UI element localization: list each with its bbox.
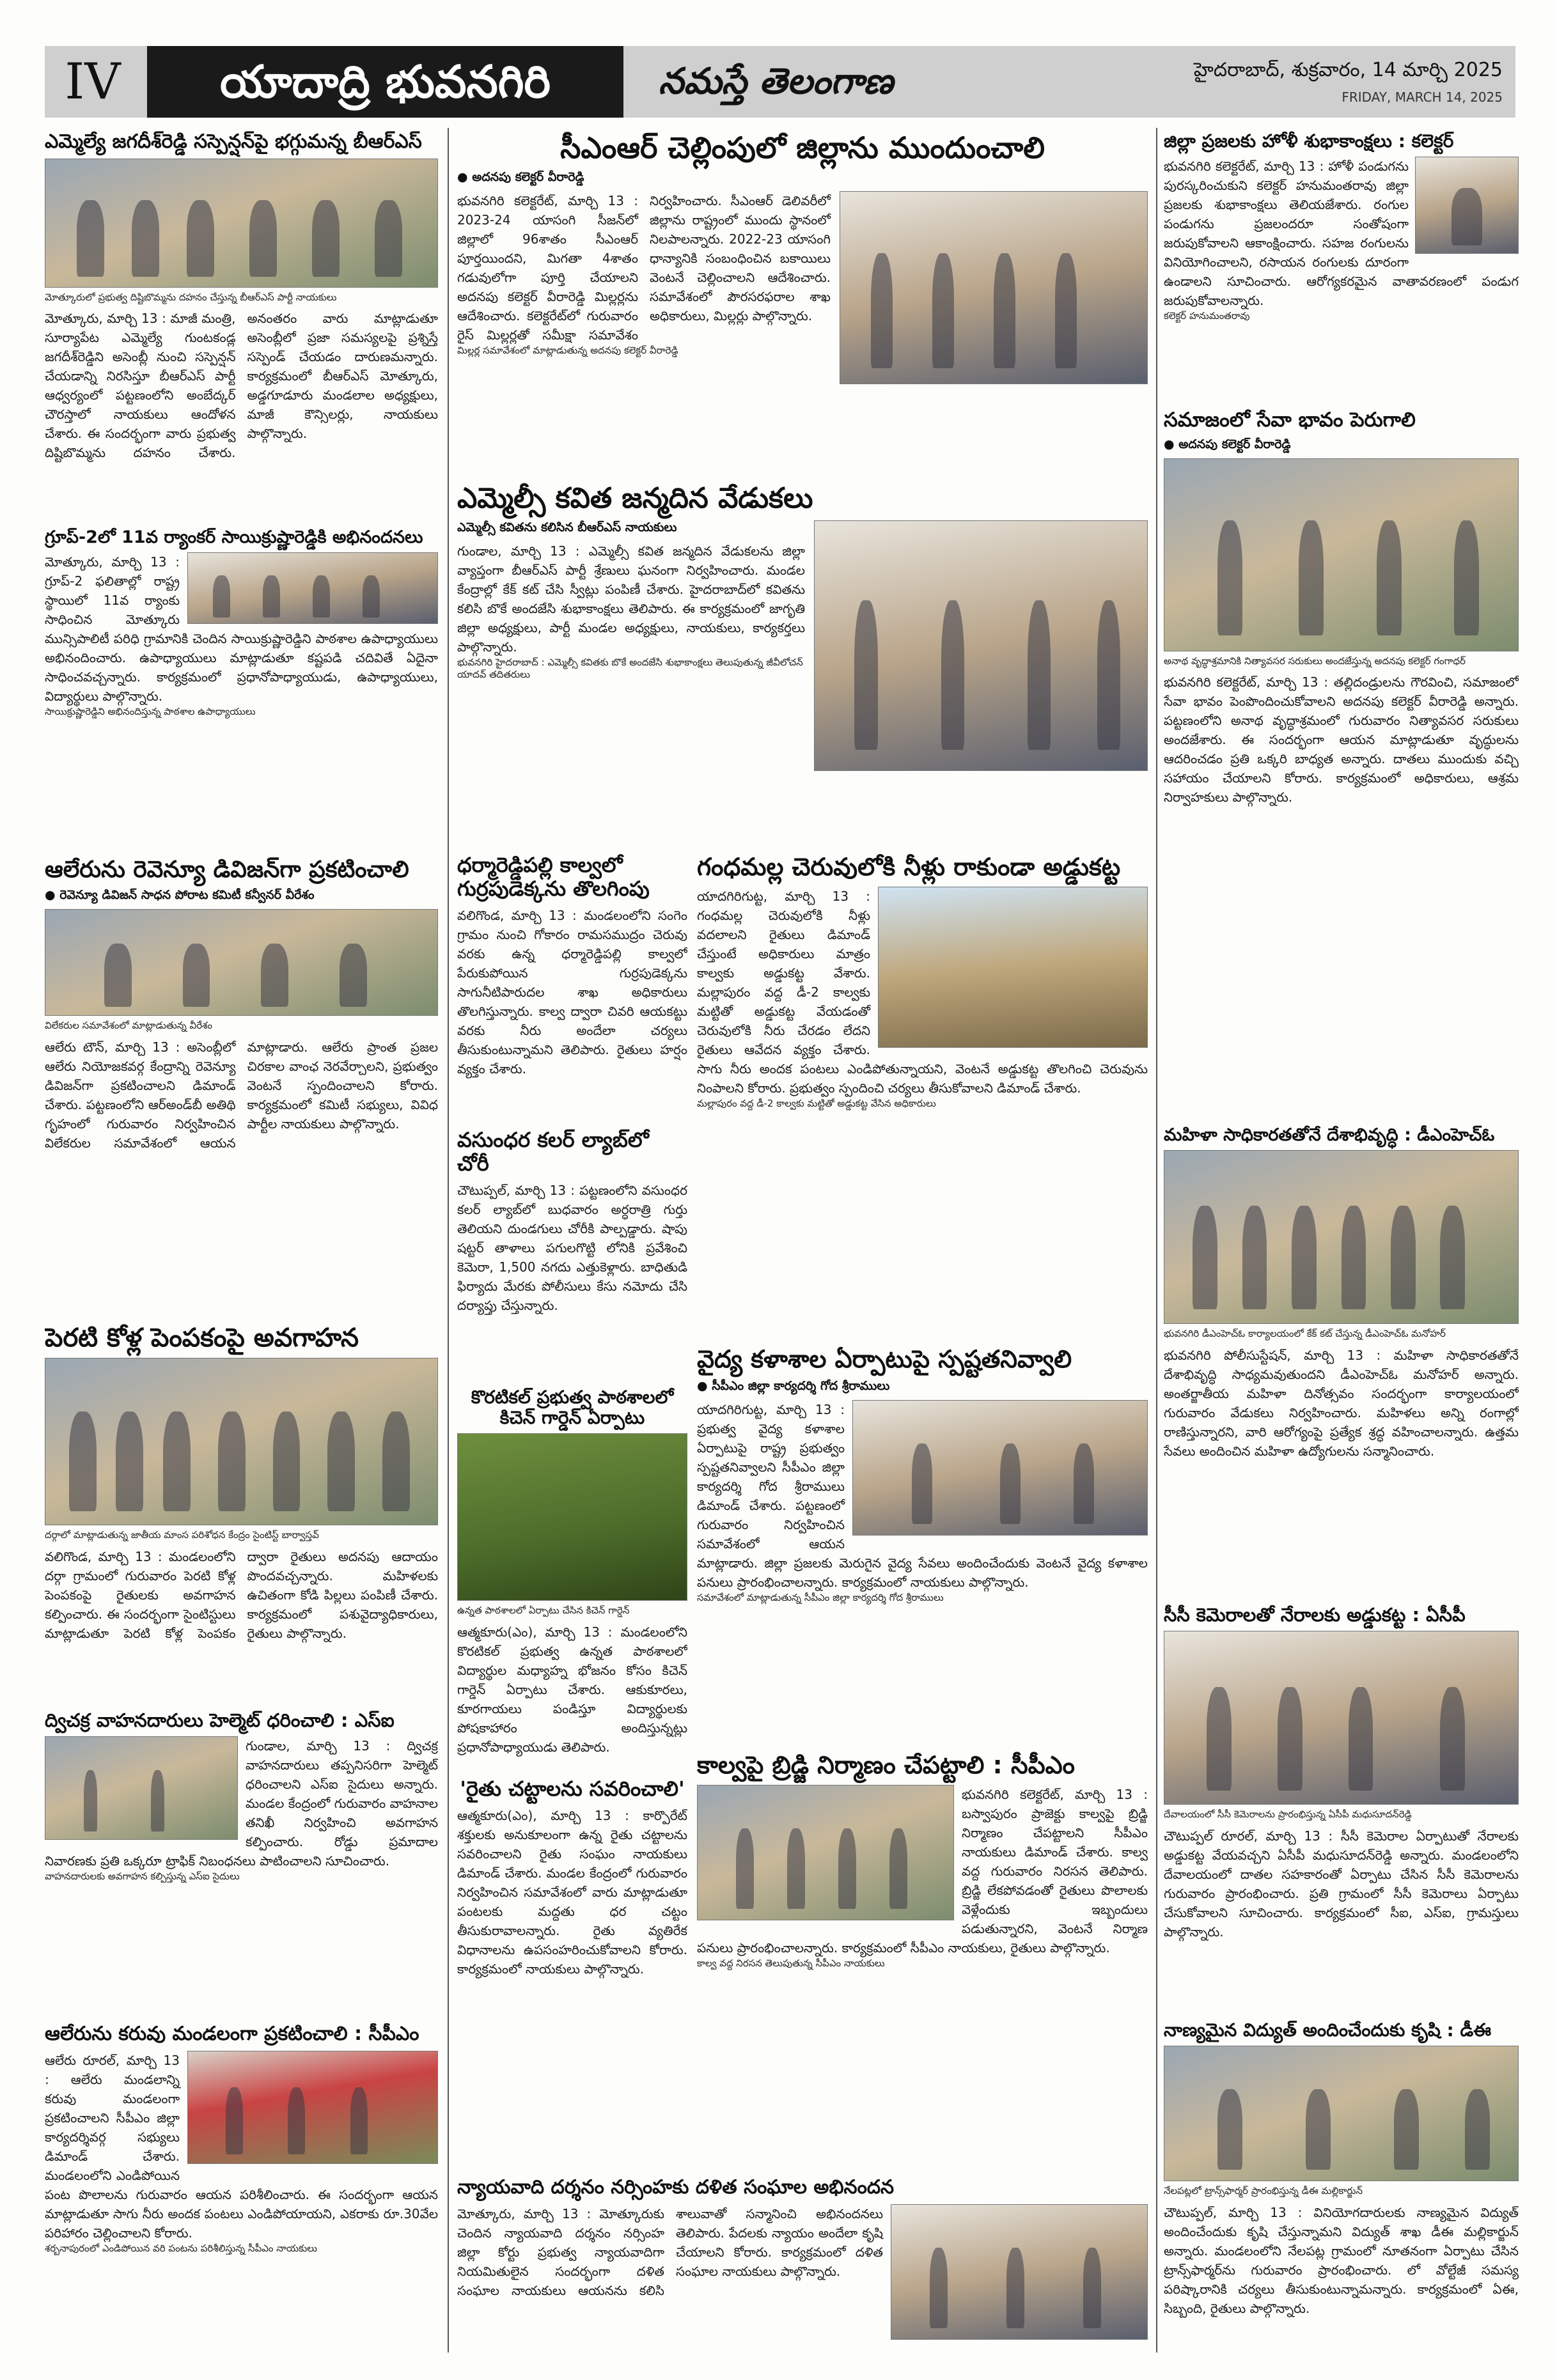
article-body: భువనగిరి కలెక్టరేట్‌, మార్చి 13 : 2023-24 యాసంగి సీజన్‌లో జిల్లాలో 96శాతం సీఎంఆర్‌ పూర్తయిందని, మిగతా 4శాతం గడువులోగా పూర్తి చేయాలని అదనపు కలెక్టర్‌ వీరారెడ్డి మిల్లర్లను ఆదేశించారు. కలెక్టరేట్‌లో గురువారం రైస్‌ మిల్లర్లతో సమీక్షా సమావేశం నిర్వహించారు. సీఎంఆర్‌ డెలివరీలో జిల్లాను రాష్ట్రంలో ముందు స్థానంలో నిలపాలన్నారు. 2022-23 యాసంగి ధాన్యానికి సంబంధించిన బకాయిలు వెంటనే చెల్లించాలని ఆదేశించారు. సమావేశంలో పౌరసరఫరాల శాఖ అధికారులు, మిల్లర్లు పాల్గొన్నారు.	[457, 192, 831, 343]
byline: ● అదనపు కలెక్టర్‌ వీరారెడ్డి	[457, 169, 584, 184]
article-body: భువనగిరి కలెక్టరేట్‌, మార్చి 13 : తల్లిదండ్రులను గౌరవించి, సమాజంలో సేవా భావం పెంపొందించుకోవాలని అదనపు కలెక్టర్‌ వీరారెడ్డి అన్నారు. పట్టణంలోని అనాథ వృద్ధాశ్రమంలో గురువారం నిత్యావసర సరుకులు అందజేశారు. ఈ సందర్భంగా ఆయన మాట్లాడుతూ వృద్ధులను ఆదరించడం ప్రతి ఒక్కరి బాధ్యత అన్నారు. దాతలు ముందుకు వచ్చి సహాయం చేయాలని కోరారు. కార్యక్రమంలో అధికారులు, ఆశ్రమ నిర్వాహకులు పాల్గొన్నారు.	[1164, 674, 1519, 805]
article-body: ఆలేరు టౌన్‌, మార్చి 13 : అసెంబ్లీలో ఆలేరు నియోజకవర్గ కేంద్రాన్ని రెవెన్యూ డివిజన్‌గా ప్రకటించాలని డిమాండ్‌ చేశారు. పట్టణంలోని ఆర్‌అండ్‌బీ అతిథి గృహంలో గురువారం నిర్వహించిన విలేకరుల సమావేశంలో ఆయన మాట్లాడారు. ఆలేరు ప్రాంత ప్రజల చిరకాల వాంఛ నెరవేర్చాలని, ప్రభుత్వం వెంటనే స్పందించాలని కోరారు. కార్యక్రమంలో కమిటీ సభ్యులు, వివిధ పార్టీల నాయకులు పాల్గొన్నారు.	[45, 1039, 438, 1151]
news-photo	[1164, 2046, 1519, 2181]
article-advocate-felicitation	[457, 2177, 1148, 2349]
photo-caption: కలెక్టర్‌ హనుమంతరావు	[1164, 310, 1250, 322]
article-drought-aleru	[45, 2023, 438, 2349]
headline: పెరటి కోళ్ల పెంపకంపై అవగాహన	[45, 1323, 359, 1353]
article-service-spirit	[1164, 409, 1519, 1119]
headline: ఆలేరును రెవెన్యూ డివిజన్‌గా ప్రకటించాలి	[45, 857, 409, 883]
article-cc-cameras	[1164, 1605, 1519, 2014]
headline: ధర్మారెడ్డిపల్లి కాల్వలో గుర్రపుడెక్కను తొలగింపు	[457, 853, 650, 901]
photo-caption: మోత్కూరులో ప్రభుత్వ దిష్టిబొమ్మను దహనం చేస్తున్న బీఆర్‌ఎస్‌ పార్టీ నాయకులు	[45, 291, 337, 303]
headline: నాణ్యమైన విద్యుత్‌ అందించేందుకు కృషి : డీఈ	[1164, 2020, 1492, 2041]
article-canal-bridge	[697, 1752, 1148, 2167]
article-body: మోత్కూరు, మార్చి 13 : మాజీ మంత్రి, సూర్యాపేట ఎమ్మెల్యే గుంటకండ్ల జగదీశ్‌రెడ్డిని అసెంబ్లీ నుంచి సస్పెన్షన్‌ చేయడాన్ని నిరసిస్తూ బీఆర్‌ఎస్‌ పార్టీ ఆధ్వర్యంలో పట్టణంలోని అంబేద్కర్‌ చౌరస్తాలో నాయకులు ఆందోళన చేశారు. ఈ సందర్భంగా వారు ప్రభుత్వ దిష్టిబొమ్మను దహనం చేశారు. అనంతరం వారు మాట్లాడుతూ అసెంబ్లీలో ప్రజా సమస్యలపై ప్రశ్నిస్తే సస్పెండ్‌ చేయడం దారుణమన్నారు. కార్యక్రమంలో బీఆర్‌ఎస్‌ మోత్కూరు, అడ్డగూడూరు మండలాల అధ్యక్షులు, మాజీ కౌన్సిలర్లు, నాయకులు పాల్గొన్నారు.	[45, 311, 438, 460]
article-kavitha-birthday	[457, 483, 1148, 844]
byline: ● సీపీఎం జిల్లా కార్యదర్శి గోద శ్రీరాములు	[697, 1378, 890, 1393]
headline: గంధమల్ల చెరువులోకి నీళ్లు రాకుండా అడ్డుకట్ట	[697, 853, 1121, 881]
headline: వసుంధర కలర్‌ ల్యాబ్‌లో చోరీ	[457, 1128, 649, 1176]
article-helmet	[45, 1710, 438, 2017]
byline: ● అదనపు కలెక్టర్‌ వీరారెడ్డి	[1164, 437, 1291, 451]
news-photo	[852, 1400, 1148, 1536]
article-cmr-payment	[457, 131, 1148, 476]
masthead	[45, 46, 1515, 118]
photo-caption: ఉన్నత పాఠశాలలో ఏర్పాటు చేసిన కిచెన్‌ గార్డెన్‌	[457, 1605, 630, 1617]
article-body: యాదగిరిగుట్ట, మార్చి 13 : గంధమల్ల చెరువులోకి నీళ్లు వదలాలని రైతులు డిమాండ్‌ చేస్తుంటే అధికారులు మాత్రం కాల్వకు అడ్డుకట్ట వేశారు. మల్లాపురం వద్ద డీ-2 కాల్వకు మట్టితో అడ్డుకట్ట వేయడంతో చెరువులోకి నీరు చేరడం లేదని రైతులు ఆవేదన వ్యక్తం చేశారు. సాగు నీరు అందక పంటలు ఎండిపోతున్నాయని, వెంటనే అడ్డుకట్ట తొలగించి చెరువును నింపాలని కోరారు. ప్రభుత్వం స్పందించి చర్యలు తీసుకోవాలని డిమాండ్‌ చేశారు.	[697, 888, 1148, 1096]
article-body: వలిగొండ, మార్చి 13 : మండలంలోని దర్గా గ్రామంలో గురువారం పెరటి కోళ్ల పెంపకంపై రైతులకు అవగాహన కల్పించారు. ఈ సందర్భంగా సైంటిస్టులు మాట్లాడుతూ పెరటి కోళ్ల పెంపకం ద్వారా రైతులు అదనపు ఆదాయం పొందవచ్చన్నారు. మహిళలకు ఉచితంగా కోడి పిల్లలు పంపిణీ చేశారు. కార్యక్రమంలో పశువైద్యాధికారులు, రైతులు పాల్గొన్నారు.	[45, 1548, 438, 1641]
news-photo	[891, 2204, 1148, 2340]
news-photo	[187, 552, 438, 624]
photo-caption: సమావేశంలో మాట్లాడుతున్న సీపీఎం జిల్లా కార్యదర్శి గోద శ్రీరాములు	[697, 1591, 944, 1603]
article-holi-greetings	[1164, 131, 1519, 400]
photo-caption: విలేకరుల సమావేశంలో మాట్లాడుతున్న వీరేశం	[45, 1020, 212, 1032]
headline: గ్రూప్‌-2లో 11వ ర్యాంకర్‌ సాయిక్రుష్ణారెడ్డికి అభినందనలు	[45, 527, 423, 547]
news-photo	[457, 1433, 687, 1601]
article-poultry	[45, 1323, 438, 1700]
article-body: ఆలేరు రూరల్‌, మార్చి 13 : ఆలేరు మండలాన్ని కరువు మండలంగా ప్రకటించాలని సీపీఎం జిల్లా కార్యదర్శివర్గ సభ్యులు డిమాండ్‌ చేశారు. మండలంలోని ఎండిపోయిన పంట పొలాలను గురువారం ఆయన పరిశీలించారు. ఈ సందర్భంగా ఆయన మాట్లాడుతూ సాగు నీరు అందక పంటలు ఎండిపోయాయని, ఎకరాకు రూ.30వేల పరిహారం చెల్లించాలని కోరారు.	[45, 2052, 438, 2241]
news-photo	[45, 909, 438, 1016]
article-body: భువనగిరి కలెక్టరేట్‌, మార్చి 13 : హోళీ పండుగను పురస్కరించుకుని కలెక్టర్‌ హనుమంతరావు జిల్లా ప్రజలకు శుభాకాంక్షలు తెలియజేశారు. రంగుల పండుగను ప్రజలందరూ సంతోషంగా జరుపుకోవాలని ఆకాంక్షించారు. సహజ రంగులను వినియోగించాలని, రసాయన రంగులకు దూరంగా ఉండాలని సూచించారు. ఆరోగ్యకరమైన వాతావరణంలో పండుగ జరుపుకోవాలన్నారు.	[1164, 159, 1519, 309]
photo-caption: దర్గాలో మాట్లాడుతున్న జాతీయ మాంస పరిశోధన కేంద్రం సైంటిస్ట్‌ బార్వాస్తవ్‌	[45, 1529, 319, 1541]
article-women-empowerment	[1164, 1125, 1519, 1598]
article-body: మోత్కూరు, మార్చి 13 : గ్రూప్‌-2 ఫలితాల్లో రాష్ట్ర స్థాయిలో 11వ ర్యాంకు సాధించిన మోత్కూరు మున్సిపాలిటీ పరిధి గ్రామానికి చెందిన సాయిక్రుష్ణారెడ్డిని పాఠశాల ఉపాధ్యాయులు అభినందించారు. ఉపాధ్యాయులు మాట్లాడుతూ కష్టపడి చదివితే ఏదైనా సాధించవచ్చన్నారు. కార్యక్రమంలో ప్రధానోపాధ్యాయుడు, ఉపాధ్యాయులు, విద్యార్థులు పాల్గొన్నారు.	[45, 554, 438, 704]
headline: న్యాయవాది దర్శనం నర్సింహకు దళిత సంఘాల అభినందన	[457, 2177, 895, 2198]
article-aleru-division	[45, 857, 438, 1317]
section-name: యాదాద్రి భువనగిరి	[147, 46, 623, 118]
article-lab-theft	[457, 1128, 687, 1378]
news-photo	[1164, 458, 1519, 651]
article-farm-laws	[457, 1777, 687, 2167]
news-photo	[697, 1785, 954, 1920]
photo-caption: మిల్లర్ల సమావేశంలో మాట్లాడుతున్న అదనపు కలెక్టర్‌ వీరారెడ్డి	[457, 344, 678, 356]
article-body: యాదగిరిగుట్ట, మార్చి 13 : ప్రభుత్వ వైద్య కళాశాల ఏర్పాటుపై రాష్ట్ర ప్రభుత్వం స్పష్టతనివ్వాలని సీపీఎం జిల్లా కార్యదర్శి గోద శ్రీరాములు డిమాండ్‌ చేశారు. పట్టణంలో గురువారం నిర్వహించిన సమావేశంలో ఆయన మాట్లాడారు. జిల్లా ప్రజలకు మెరుగైన వైద్య సేవలు అందించేందుకు వెంటనే వైద్య కళాశాల పనులు ప్రారంభించాలన్నారు. కార్యక్రమంలో నాయకులు పాల్గొన్నారు.	[697, 1401, 1148, 1590]
headline: ఎమ్మెల్యే జగదీశ్‌రెడ్డి సస్పెన్షన్‌పై భగ్గుమన్న బీఆర్‌ఎస్‌	[45, 131, 422, 153]
page-number: IV	[65, 53, 121, 111]
collector-photo	[1415, 157, 1519, 254]
date-english: FRIDAY, MARCH 14, 2025	[1342, 89, 1503, 105]
article-power-supply	[1164, 2020, 1519, 2349]
date-telugu: హైదరాబాద్, శుక్రవారం, 14 మార్చి 2025	[1193, 59, 1503, 81]
article-body: ఆత్మకూరు(ఎం), మార్చి 13 : కార్పొరేట్‌ శక్తులకు అనుకూలంగా ఉన్న రైతు చట్టాలను సవరించాలని రైతు సంఘం నాయకులు డిమాండ్‌ చేశారు. మండల కేంద్రంలో గురువారం నిర్వహించిన సమావేశంలో వారు మాట్లాడుతూ పంటలకు మద్దతు ధర చట్టం తీసుకురావాలన్నారు. రైతు వ్యతిరేక విధానాలను ఉపసంహరించుకోవాలని కోరారు. కార్యక్రమంలో నాయకులు పాల్గొన్నారు.	[457, 1807, 687, 1977]
news-photo	[1164, 1150, 1519, 1324]
headline: కొరటికల్‌ ప్రభుత్వ పాఠశాలలో కిచెన్‌ గార్డెన్‌ ఏర్పాటు	[471, 1387, 674, 1429]
headline: 'రైతు చట్టాలను సవరించాలి'	[460, 1777, 685, 1801]
news-photo	[878, 887, 1148, 1048]
news-photo	[814, 520, 1148, 771]
photo-caption: భువనగిరి హైదరాబాద్‌ : ఎమ్మెల్సీ కవితకు బొకే అందజేసి శుభాకాంక్షలు తెలుపుతున్న జీవీలోచన్‌ యాదవ్‌ తదితరులు	[457, 656, 803, 681]
headline: ఎమ్మెల్సీ కవిత జన్మదిన వేడుకలు	[457, 483, 813, 515]
article-body: భువనగిరి కలెక్టరేట్‌, మార్చి 13 : బస్వాపురం ప్రాజెక్టు కాల్వపై బ్రిడ్జి నిర్మాణం చేపట్టాలని సీపీఎం నాయకులు డిమాండ్‌ చేశారు. కాల్వ వద్ద గురువారం నిరసన తెలిపారు. బ్రిడ్జి లేకపోవడంతో రైతులు పొలాలకు వెళ్లేందుకు ఇబ్బందులు పడుతున్నారని, వెంటనే నిర్మాణ పనులు ప్రారంభించాలన్నారు. కార్యక్రమంలో సీపీఎం నాయకులు, రైతులు పాల్గొన్నారు.	[697, 1786, 1148, 1956]
headline: సమాజంలో సేవా భావం పెరుగాలి	[1164, 409, 1416, 432]
photo-caption: సాయిక్రుష్ణారెడ్డిని అభినందిస్తున్న పాఠశాల ఉపాధ్యాయులు	[45, 706, 256, 718]
sub-heading: ఎమ్మెల్సీ కవితను కలిసిన బీఆర్‌ఎస్‌ నాయకులు	[457, 520, 677, 534]
article-gandhamalla-tank	[697, 853, 1148, 1336]
article-medical-college	[697, 1346, 1148, 1742]
article-canal-weeds	[457, 853, 687, 1122]
article-body: ఆత్మకూరు(ఎం), మార్చి 13 : మండలంలోని కొరటికల్‌ ప్రభుత్వ ఉన్నత పాఠశాలలో విద్యార్థుల మధ్యాహ్న భోజనం కోసం కిచెన్‌ గార్డెన్‌ ఏర్పాటు చేశారు. ఆకుకూరలు, కూరగాయలు పండిస్తూ విద్యార్థులకు పోషకాహారం అందిస్తున్నట్లు ప్రధానోపాధ్యాయుడు తెలిపారు.	[457, 1624, 687, 1755]
column-rule	[448, 128, 449, 2353]
photo-caption: వాహనదారులకు అవగాహన కల్పిస్తున్న ఎస్‌ఐ సైదులు	[45, 1871, 240, 1883]
photo-caption: భువనగిరి డీఎంహెచ్‌ఓ కార్యాలయంలో కేక్‌ కట్‌ చేస్తున్న డీఎంహెచ్‌ఓ మనోహర్‌	[1164, 1328, 1446, 1340]
headline: ఆలేరును కరువు మండలంగా ప్రకటించాలి : సీపీఎం	[45, 2023, 419, 2045]
photo-caption: మల్లాపురం వద్ద డీ-2 కాల్వకు మట్టితో అడ్డుకట్ట వేసిన అధికారులు	[697, 1097, 936, 1109]
photo-caption: దేవాలయంలో సీసీ కెమెరాలను ప్రారంభిస్తున్న ఏసీపీ మధుసూదన్‌రెడ్డి	[1164, 1808, 1412, 1821]
news-photo	[187, 2051, 438, 2164]
news-photo	[45, 1736, 238, 1840]
news-photo	[1164, 1631, 1519, 1805]
photo-caption: కాల్వ వద్ద నిరసన తెలుపుతున్న సీపీఎం నాయకులు	[697, 1957, 885, 1969]
photo-caption: నేలపట్లలో ట్రాన్స్‌ఫార్మర్‌ ప్రారంభిస్తున్న డీఈ మల్లికార్జున్‌	[1164, 2185, 1363, 2197]
article-body: చౌటుప్పల్‌, మార్చి 13 : వినియోగదారులకు నాణ్యమైన విద్యుత్‌ అందించేందుకు కృషి చేస్తున్నామని విద్యుత్‌ శాఖ డీఈ మల్లికార్జున్‌ అన్నారు. మండలంలోని నేలపట్ల గ్రామంలో నూతనంగా ఏర్పాటు చేసిన ట్రాన్స్‌ఫార్మర్‌ను గురువారం ప్రారంభించారు. లో వోల్టేజీ సమస్య పరిష్కారానికి చర్యలు తీసుకుంటున్నామన్నారు. కార్యక్రమంలో ఏఈ, సిబ్బంది, రైతులు పాల్గొన్నారు.	[1164, 2204, 1519, 2316]
headline: కాల్వపై బ్రిడ్జి నిర్మాణం చేపట్టాలి : సీపీఎం	[697, 1752, 1075, 1779]
photo-caption: శర్బనాపురంలో ఎండిపోయిన వరి పంటను పరిశీలిస్తున్న సీపీఎం నాయకులు	[45, 2242, 317, 2254]
news-photo	[45, 1358, 438, 1525]
photo-caption: అనాథ వృద్ధాశ్రమానికి నిత్యావసర సరుకులు అందజేస్తున్న అదనపు కలెక్టర్‌ గంగాధర్‌	[1164, 655, 1466, 667]
newspaper-brand: నమస్తే తెలంగాణ	[659, 61, 893, 102]
headline: సీసీ కెమెరాలతో నేరాలకు అడ్డుకట్ట : ఏసీపీ	[1164, 1605, 1466, 1626]
headline: ద్విచక్ర వాహనదారులు హెల్మెట్‌ ధరించాలి : ఎస్‌ఐ	[45, 1710, 395, 1731]
article-body: భువనగిరి పోలీసుస్టేషన్‌, మార్చి 13 : మహిళా సాధికారతతోనే దేశాభివృద్ధి సాధ్యమవుతుందని డీఎంహెచ్‌ఓ మనోహర్‌ అన్నారు. అంతర్జాతీయ మహిళా దినోత్సవం సందర్భంగా కార్యాలయంలో గురువారం వేడుకలు నిర్వహించారు. మహిళలు అన్ని రంగాల్లో రాణిస్తున్నారని, వారి ఆరోగ్యంపై ప్రత్యేక శ్రద్ధ వహించాలన్నారు. ఉత్తమ సేవలు అందించిన మహిళా ఉద్యోగులను సన్మానించారు.	[1164, 1347, 1519, 1459]
article-kitchen-garden	[457, 1387, 687, 1771]
headline: జిల్లా ప్రజలకు హోళీ శుభాకాంక్షలు : కలెక్టర్‌	[1164, 131, 1454, 152]
byline: ● రెవెన్యూ డివిజన్‌ సాధన పోరాట కమిటీ కన్వీనర్‌ వీరేశం	[45, 888, 315, 903]
column-rule	[1156, 128, 1157, 2353]
article-body: గుండాల, మార్చి 13 : ద్విచక్ర వాహనదారులు తప్పనిసరిగా హెల్మెట్‌ ధరించాలని ఎస్‌ఐ సైదులు అన్నారు. మండల కేంద్రంలో గురువారం వాహనాల తనిఖీ నిర్వహించి అవగాహన కల్పించారు. రోడ్డు ప్రమాదాల నివారణకు ప్రతి ఒక్కరూ ట్రాఫిక్‌ నిబంధనలు పాటించాలని సూచించారు.	[45, 1738, 438, 1869]
article-mla-suspension	[45, 131, 438, 522]
article-body: వలిగొండ, మార్చి 13 : మండలంలోని సంగెం గ్రామం నుంచి గోకారం రామసముద్రం చెరువు వరకు ఉన్న ధర్మారెడ్డిపల్లి కాల్వలో పేరుకుపోయిన గుర్రపుడెక్కను సాగునీటిపారుదల శాఖ అధికారులు తొలగిస్తున్నారు. కాల్వ ద్వారా చివరి ఆయకట్టు వరకు నీరు అందేలా చర్యలు తీసుకుంటున్నామని తెలిపారు. రైతులు హర్షం వ్యక్తం చేశారు.	[457, 907, 687, 1077]
news-photo	[45, 159, 438, 288]
article-group2-ranker	[45, 527, 438, 847]
headline: సీఎంఆర్‌ చెల్లింపులో జిల్లాను ముందుంచాలి	[560, 131, 1045, 165]
article-body: మోత్కూరు, మార్చి 13 : మోత్కూరుకు చెందిన న్యాయవాది దర్శనం నర్సింహ జిల్లా కోర్టు ప్రభుత్వ న్యాయవాదిగా నియమితులైన సందర్భంగా దళిత సంఘాల నాయకులు ఆయనను కలిసి శాలువాతో సన్మానించి అభినందనలు తెలిపారు. పేదలకు న్యాయం అందేలా కృషి చేయాలని కోరారు. కార్యక్రమంలో దళిత సంఘాల నాయకులు పాల్గొన్నారు.	[457, 2205, 883, 2298]
article-body: చౌటుప్పల్‌, మార్చి 13 : పట్టణంలోని వసుంధర కలర్‌ ల్యాబ్‌లో బుధవారం అర్ధరాత్రి గుర్తు తెలియని దుండగులు చోరీకి పాల్పడ్డారు. షాపు షట్టర్‌ తాళాలు పగులగొట్టి లోనికి ప్రవేశించి కెమెరా, 1,500 నగదు ఎత్తుకెళ్లారు. బాధితుడి ఫిర్యాదు మేరకు పోలీసులు కేసు నమోదు చేసి దర్యాప్తు చేస్తున్నారు.	[457, 1182, 687, 1313]
article-body: గుండాల, మార్చి 13 : ఎమ్మెల్సీ కవిత జన్మదిన వేడుకలను జిల్లా వ్యాప్తంగా బీఆర్‌ఎస్‌ పార్టీ శ్రేణులు ఘనంగా నిర్వహించారు. మండల కేంద్రాల్లో కేక్‌ కట్‌ చేసి స్వీట్లు పంపిణీ చేశారు. హైదరాబాద్‌లో కవితను కలిసి బొకే అందజేసి శుభాకాంక్షలు తెలిపారు. ఈ కార్యక్రమంలో జాగృతి జిల్లా అధ్యక్షులు, పార్టీ మండల అధ్యక్షులు, నాయకులు, కార్యకర్తలు పాల్గొన్నారు.	[457, 543, 805, 655]
news-photo	[840, 191, 1148, 384]
headline: వైద్య కళాశాల ఏర్పాటుపై స్పష్టతనివ్వాలి	[697, 1346, 1072, 1373]
article-body: చౌటుప్పల్‌ రూరల్‌, మార్చి 13 : సీసీ కెమెరాల ఏర్పాటుతో నేరాలకు అడ్డుకట్ట వేయవచ్చని ఏసీపీ మధుసూదన్‌రెడ్డి అన్నారు. మండలంలోని దేవాలయంలో దాతల సహకారంతో ఏర్పాటు చేసిన సీసీ కెమెరాలను గురువారం ప్రారంభించారు. ప్రతి గ్రామంలో సీసీ కెమెరాలు ఏర్పాటు చేసుకోవాలని సూచించారు. కార్యక్రమంలో సీఐ, ఎస్‌ఐ, గ్రామస్తులు పాల్గొన్నారు.	[1164, 1828, 1519, 1940]
headline: మహిళా సాధికారతతోనే దేశాభివృద్ధి : డీఎంహెచ్‌ఓ	[1164, 1125, 1495, 1145]
